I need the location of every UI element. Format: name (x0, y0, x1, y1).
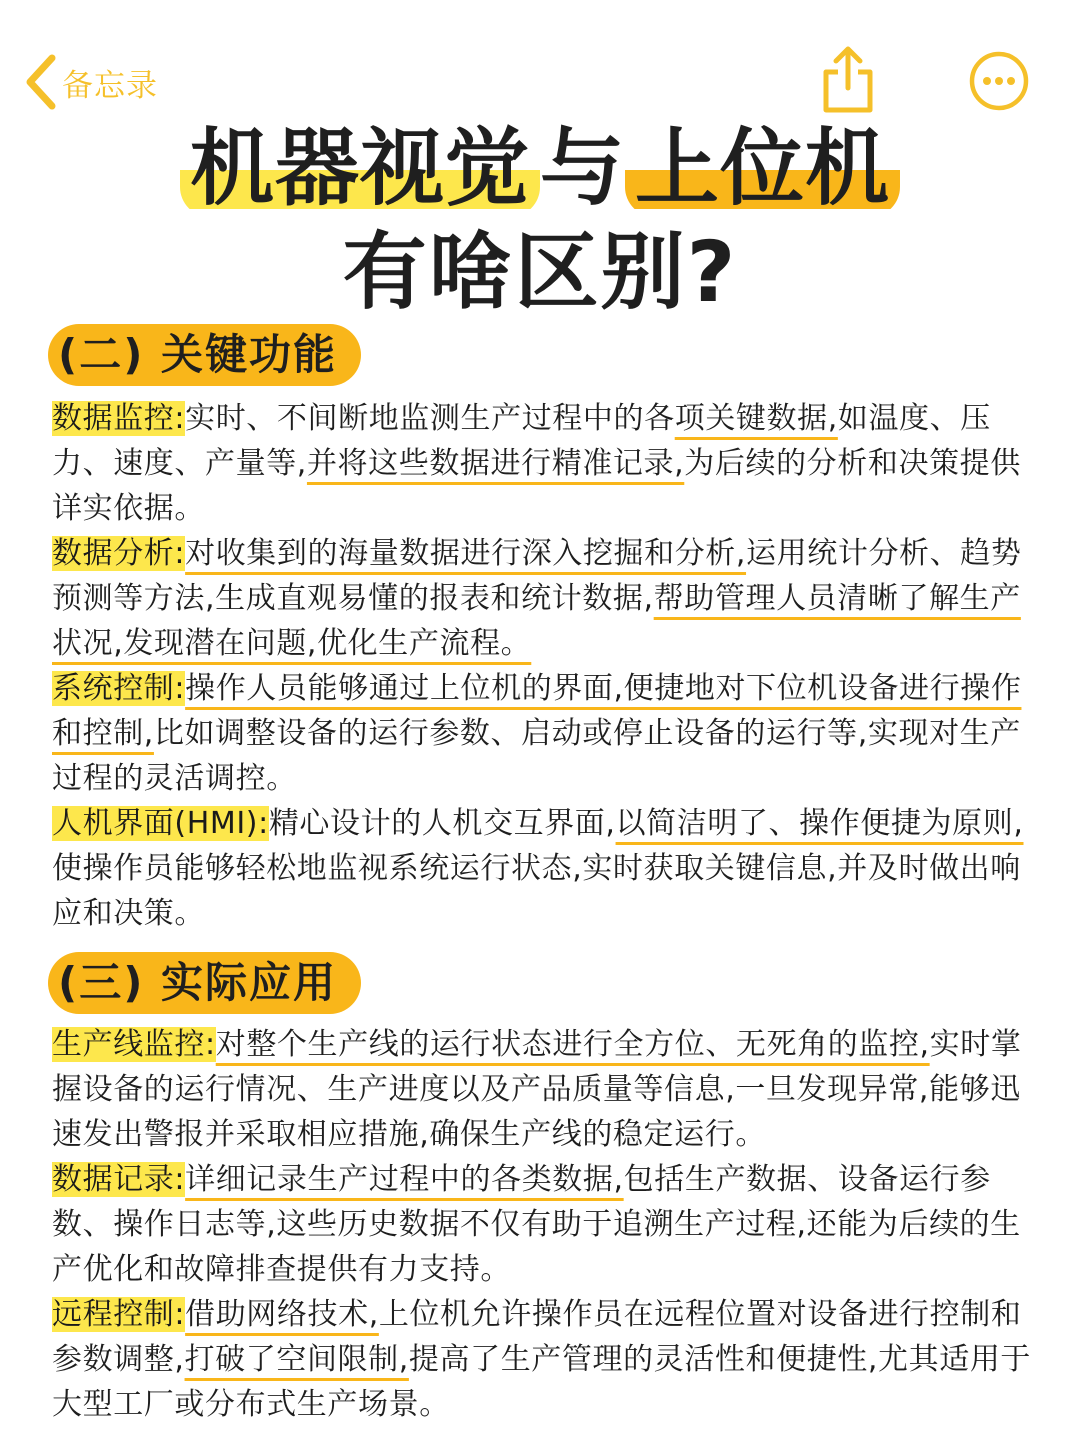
paragraph-system-control: 系统控制:操作人员能够通过上位机的界面,便捷地对下位机设备进行操作和控制,比如调整设备的运行参数、启动或停止设备的运行等,实现对生产过程的灵活调控。 (52, 671, 1022, 796)
term-label: 数据监控: (52, 401, 186, 436)
paragraph-remote-control: 远程控制:借助网络技术,上位机允许操作员在远程位置对设备进行控制和参数调整,打破了空间限制,提高了生产管理的灵活性和便捷性,尤其适用于大型工厂或分布式生产场景。 (52, 1297, 1032, 1422)
term-label: 系统控制: (52, 671, 186, 706)
back-button[interactable] (24, 52, 158, 112)
back-label: 备忘录 (62, 67, 158, 104)
nav-bar (0, 0, 1080, 120)
paragraph-data-monitoring: 数据监控:实时、不间断地监测生产过程中的各项关键数据,如温度、压力、速度、产量等,并将这些数据进行精准记录,为后续的分析和决策提供详实依据。 (52, 401, 1021, 526)
term-label: 人机界面(HMI): (52, 806, 269, 841)
term-label: 远程控制: (52, 1297, 186, 1332)
page-title-line1 (0, 118, 1080, 218)
share-button[interactable] (818, 44, 878, 116)
share-icon (818, 44, 878, 116)
more-button[interactable] (968, 50, 1030, 112)
section-heading-applications: (三) 实际应用 (48, 952, 361, 1014)
paragraph-data-analysis: 数据分析:对收集到的海量数据进行深入挖掘和分析,运用统计分析、趋势预测等方法,生成直观易懂的报表和统计数据,帮助管理人员清晰了解生产状况,发现潜在问题,优化生产流程。 (52, 536, 1022, 661)
title-highlight-orange: 上位机 (625, 119, 900, 217)
paragraph-hmi: 人机界面(HMI):精心设计的人机交互界面,以简洁明了、操作便捷为原则,使操作员能够轻松地监视系统运行状态,实时获取关键信息,并及时做出响应和决策。 (52, 806, 1024, 931)
more-icon (968, 50, 1030, 112)
title-conjunction: 与 (539, 119, 625, 217)
section-heading-key-functions: (二) 关键功能 (48, 324, 361, 386)
paragraph-line-monitoring: 生产线监控:对整个生产线的运行状态进行全方位、无死角的监控,实时掌握设备的运行情况、生产进度以及产品质量等信息,一旦发现异常,能够迅速发出警报并采取相应措施,确保生产线的稳定运行。 (52, 1027, 1022, 1152)
title-highlight-yellow: 机器视觉 (180, 119, 540, 217)
paragraph-data-recording: 数据记录:详细记录生产过程中的各类数据,包括生产数据、设备运行参数、操作日志等,这些历史数据不仅有助于追溯生产过程,还能为后续的生产优化和故障排查提供有力支持。 (52, 1162, 1021, 1287)
term-label: 生产线监控: (52, 1027, 216, 1062)
term-label: 数据分析: (52, 536, 186, 571)
term-label: 数据记录: (52, 1162, 186, 1197)
page-title-line2: 有啥区别? (342, 223, 738, 321)
chevron-left-icon (24, 54, 58, 110)
